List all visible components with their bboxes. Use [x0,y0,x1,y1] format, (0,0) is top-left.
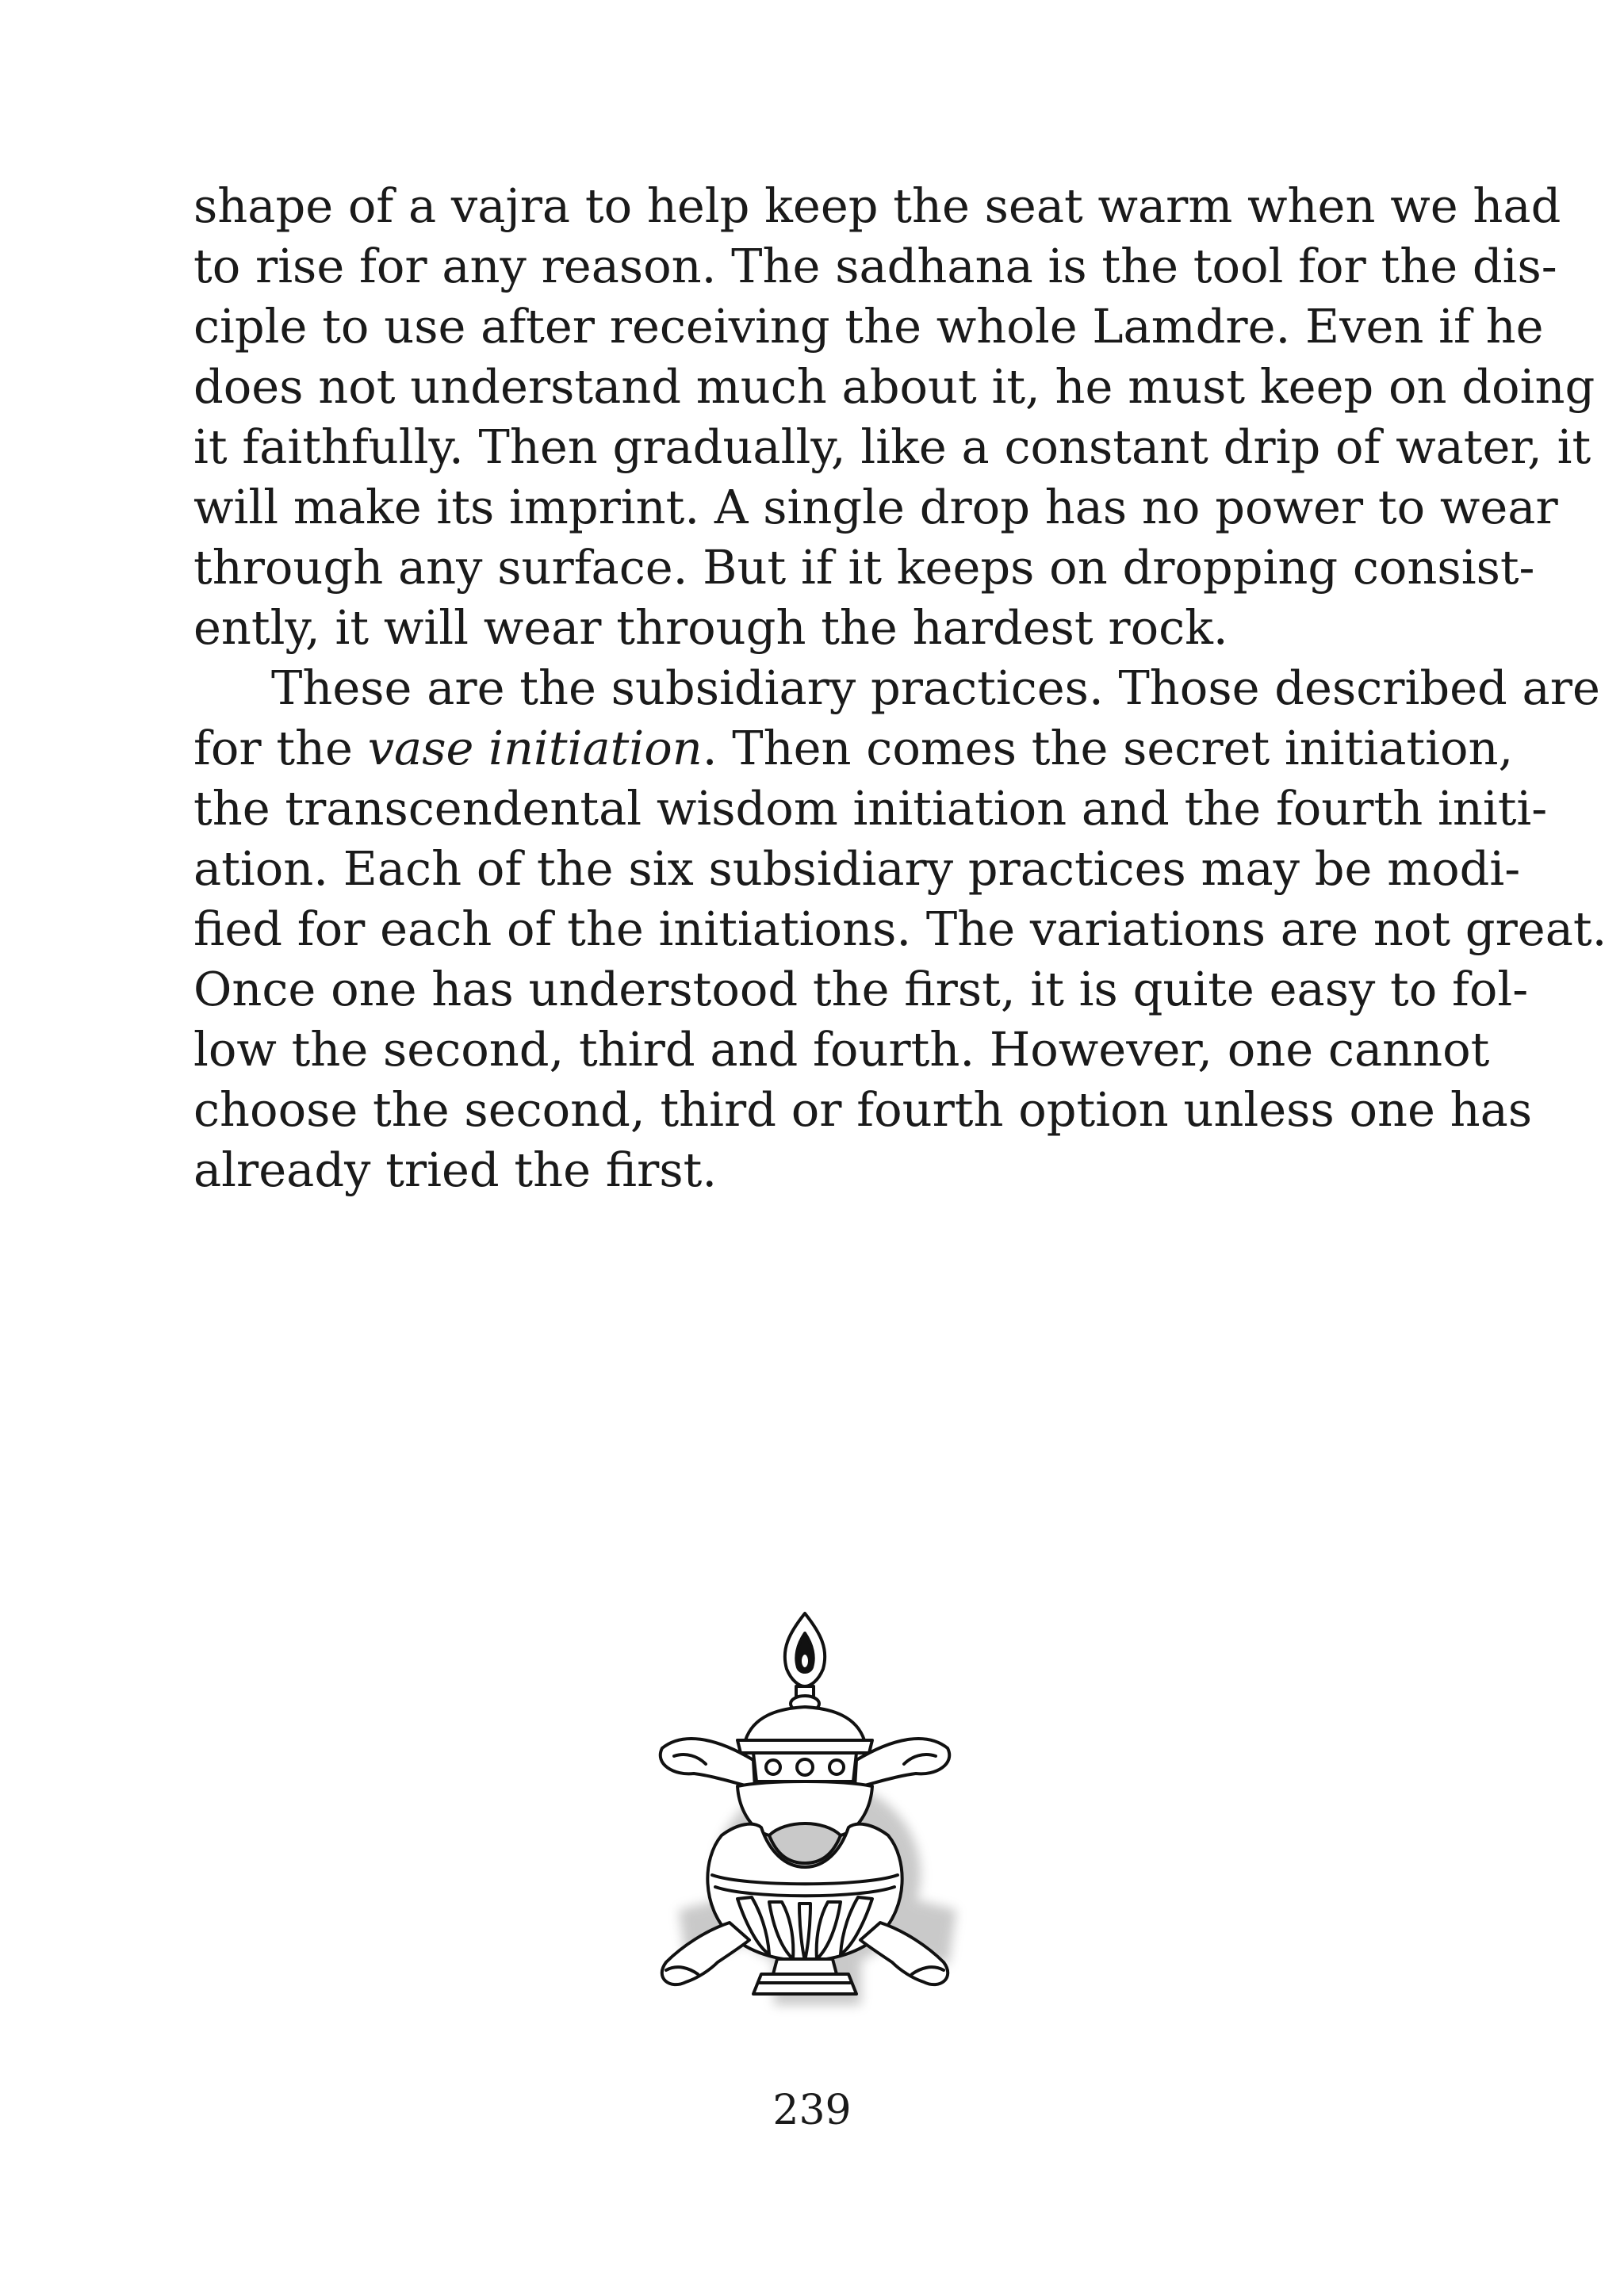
italic-term: vase initiation [367,721,703,775]
text-run: . Then comes the secret initiation, [702,721,1514,775]
text-line: does not understand much about it, he must keep on doing [193,359,1595,414]
text-line: Once one has understood the first, it is quite easy to fol- [193,962,1529,1016]
paragraph-2 [193,658,1607,1200]
text-line: choose the second, third or fourth option unless one has [193,1082,1533,1137]
text-line: the transcendental wisdom initiation and the fourth initi- [193,781,1548,836]
text-run: for the [193,721,368,775]
text-line: already tried the first. [193,1142,718,1197]
text-line: ation. Each of the six subsidiary practices may be modi- [193,841,1521,896]
page-number: 239 [772,2087,852,2134]
text-line: it faithfully. Then gradually, like a constant drip of water, it [193,419,1591,474]
text-line: shape of a vajra to help keep the seat warm when we had [193,178,1561,233]
text-line: will make its imprint. A single drop has no power to wear [193,480,1558,534]
text-line: fied for each of the initiations. The variations are not great. [193,901,1607,956]
body-text [193,176,1607,1200]
text-line: low the second, third and fourth. However, one cannot [193,1022,1490,1077]
text-line [193,718,1514,779]
text-line: These are the subsidiary practices. Those described are [271,660,1600,715]
text-line: to rise for any reason. The sadhana is the tool for the dis- [193,239,1557,293]
text-line: ciple to use after receiving the whole Lamdre. Even if he [193,299,1544,354]
text-line: ently, it will wear through the hardest rock. [193,600,1228,655]
text-line: through any surface. But if it keeps on dropping consist- [193,540,1535,595]
paragraph-1 [193,176,1595,658]
treasure-vase-icon [619,1598,1015,2042]
